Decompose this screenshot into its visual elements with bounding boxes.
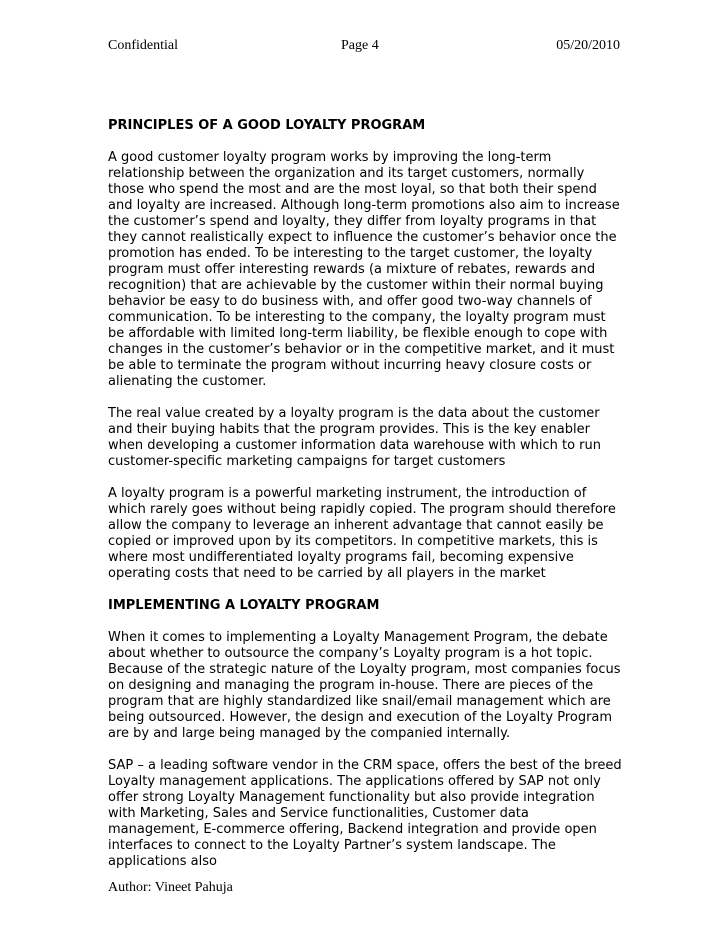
document-body xyxy=(108,118,622,870)
section-heading-principles: PRINCIPLES OF A GOOD LOYALTY PROGRAM xyxy=(108,118,426,133)
header-page-number: Page 4 xyxy=(341,38,379,53)
paragraph-principles-3: A loyalty program is a powerful marketing instrument, the introduction of which rarely goes without being rapidly copied. The program should therefore allow the company to leverage an inherent advantage that cannot easily be copied or improved upon by its competitors. In competitive markets, this is where most undifferentiated loyalty programs fail, becoming expensive operating costs that need to be carried by all players in the market xyxy=(108,486,616,581)
header-confidential: Confidential xyxy=(108,38,178,53)
paragraph-implementing-2: SAP – a leading software vendor in the CRM space, offers the best of the breed Loyalty management applications. The applications offered by SAP not only offer strong Loyalty Management functionality but also provide integration with Marketing, Sales and Service functionalities, Customer data management, E-commerce offering, Backend integration and provide open interfaces to connect to the Loyalty Partner’s system landscape. The applications also xyxy=(108,758,622,869)
paragraph-principles-1: A good customer loyalty program works by improving the long-term relationship between the organization and its target customers, normally those who spend the most and are the most loyal, so that both their spend and loyalty are increased. Although long-term promotions also aim to increase the customer’s spend and loyalty, they differ from loyalty programs in that they cannot realistically expect to influence the customer’s behavior once the promotion has ended. To be interesting to the target customer, the loyalty program must offer interesting rewards (a mixture of rebates, rewards and recognition) that are achievable by the customer within their normal buying behavior be easy to do business with, and offer good two-way channels of communication. To be interesting to the company, the loyalty program must be affordable with limited long-term liability, be flexible enough to cope with changes in the customer’s behavior or in the competitive market, and it must be able to terminate the program without incurring heavy closure costs or alienating the customer. xyxy=(108,150,620,389)
paragraph-implementing-1: When it comes to implementing a Loyalty Management Program, the debate about whether to outsource the company’s Loyalty program is a hot topic. Because of the strategic nature of the Loyalty program, most companies focus on designing and managing the program in-house. There are pieces of the program that are highly standardized like snail/email management which are being outsourced. However, the design and execution of the Loyalty Program are by and large being managed by the companied internally. xyxy=(108,630,621,741)
paragraph-principles-2: The real value created by a loyalty program is the data about the customer and their buying habits that the program provides. This is the key enabler when developing a customer information data warehouse with which to run customer-specific marketing campaigns for target customers xyxy=(108,406,601,469)
footer-author: Author: Vineet Pahuja xyxy=(108,880,233,895)
header-date: 05/20/2010 xyxy=(556,38,620,53)
page-footer xyxy=(108,880,233,896)
section-heading-implementing: IMPLEMENTING A LOYALTY PROGRAM xyxy=(108,598,380,613)
